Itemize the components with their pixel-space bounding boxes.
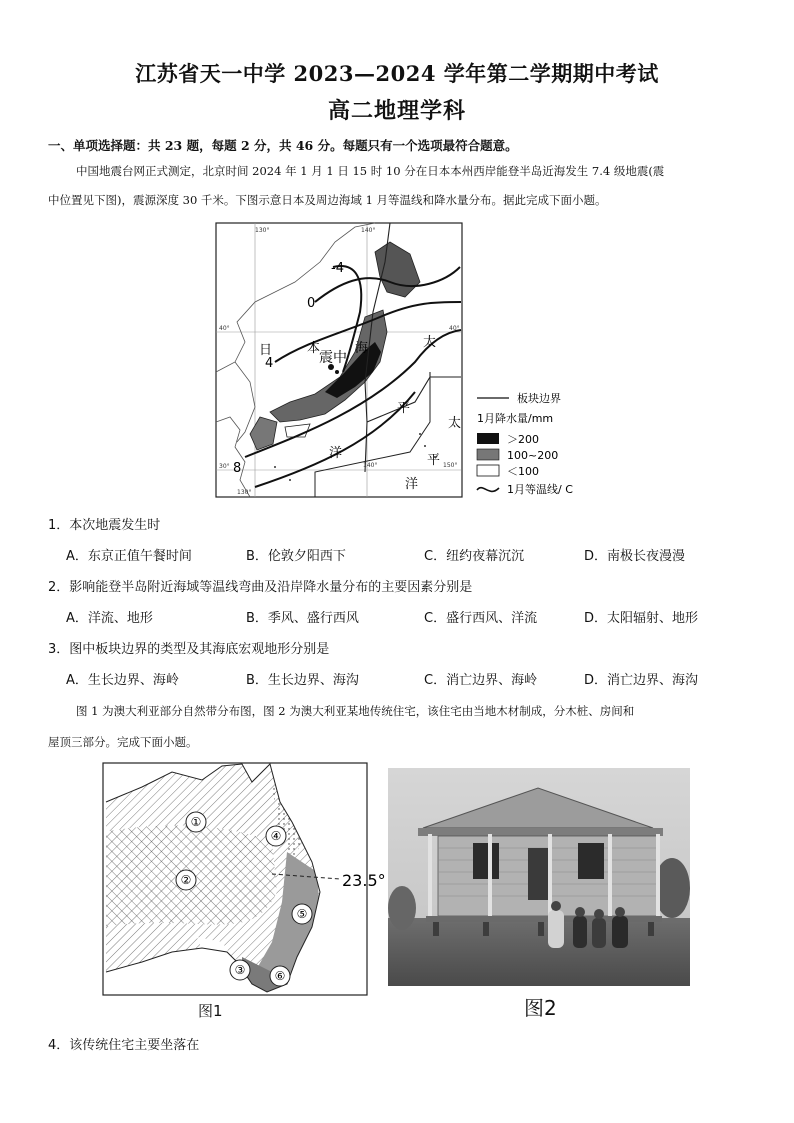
question-1-stem: 1．本次地震发生时: [48, 518, 161, 533]
legend-swatch-mid: [477, 449, 499, 460]
legend-swatch-lt100: [477, 465, 499, 476]
zone-5-label: ⑤: [296, 907, 308, 921]
legend-mid-label: 100~200: [507, 449, 559, 462]
tropic-label: 23.5°: [342, 871, 386, 890]
legend-gt200-label: ＞200: [507, 433, 539, 446]
lon-label: 130°: [237, 489, 252, 496]
legend-swatch-gt200: [477, 433, 499, 444]
subject-title: 高二地理学科: [327, 98, 466, 124]
passage2-line2: 屋顶三部分。完成下面小题。: [48, 735, 198, 749]
question-1-option-d[interactable]: D．南极长夜漫漫: [584, 549, 686, 564]
place-label: 平: [427, 453, 441, 468]
question-3-stem: 3．图中板块边界的类型及其海底宏观地形分别是: [48, 642, 330, 657]
isotherm-label: 4: [265, 356, 274, 371]
question-3-option-b[interactable]: B．生长边界、海沟: [246, 673, 359, 688]
question-1-option-b[interactable]: B．伦敦夕阳西下: [246, 549, 346, 564]
passage2-line1: 图 1 为澳大利亚部分自然带分布图，图 2 为澳大利亚某地传统住宅，该住宅由当地木材制成，分木桩、房间和: [76, 704, 635, 718]
question-2-stem: 2．影响能登半岛附近海域等温线弯曲及沿岸降水量分布的主要因素分别是: [48, 580, 473, 595]
place-label: 海: [355, 341, 369, 356]
place-label: 洋: [405, 477, 419, 492]
legend-isotherm-label: 1月等温线/ C: [507, 483, 573, 496]
zone-1-label: ①: [190, 815, 202, 829]
isotherm-label: 8: [233, 461, 242, 476]
place-label: 平: [397, 401, 411, 416]
australia-zones-map: [102, 762, 392, 998]
house-door: [528, 848, 550, 900]
australia-zones-figure: [102, 762, 392, 998]
legend-isotherm-symbol: [477, 488, 499, 492]
passage1-line2: 中位置见下图)，震源深度 30 千米。下图示意日本及周边海域 1 月等温线和降水量分布。据此完成下面小题。: [48, 193, 607, 207]
lon-label: 140°: [363, 462, 378, 469]
house-window: [473, 843, 499, 879]
place-label: 太: [423, 335, 437, 350]
japan-map-figure: [215, 222, 585, 500]
lat-label: 40°: [449, 325, 460, 332]
fig2-caption: 图2: [524, 996, 557, 1020]
question-2-option-c[interactable]: C．盛行西风、洋流: [424, 611, 538, 626]
zone-3-label: ③: [234, 963, 246, 977]
question-2-option-d[interactable]: D．太阳辐射、地形: [584, 611, 699, 626]
lon-label: 140°: [361, 227, 376, 234]
lat-label: 30°: [219, 463, 230, 470]
zone-6-label: ⑥: [274, 969, 286, 983]
legend-plate-boundary-label: 板块边界: [517, 392, 561, 405]
zone-4-label: ④: [270, 829, 282, 843]
legend-lt100-label: ＜100: [507, 465, 539, 478]
section-heading: 一、单项选择题：共 23 题，每题 2 分，共 46 分。每题只有一个选项最符合题意。: [48, 138, 518, 153]
place-label: 本: [307, 341, 321, 356]
house-photo-figure: [388, 768, 690, 986]
question-3-option-a[interactable]: A．生长边界、海岭: [66, 673, 179, 688]
question-2-option-b[interactable]: B．季风、盛行西风: [246, 611, 359, 626]
isotherm-label: -4: [331, 261, 344, 276]
epicentre-label: 震中: [319, 350, 347, 366]
question-1-option-c[interactable]: C．纽约夜幕沉沉: [424, 549, 525, 564]
lat-label: 40°: [219, 325, 230, 332]
house-photo: [388, 768, 690, 986]
japan-map: [215, 222, 585, 500]
place-label: 太: [448, 416, 462, 431]
exam-title: 江苏省天一中学 2023—2024 学年第二学期期中考试: [135, 61, 659, 86]
isotherm-label: 0: [307, 296, 316, 311]
question-3-option-c[interactable]: C．消亡边界、海岭: [424, 673, 538, 688]
question-2-option-a[interactable]: A．洋流、地形: [66, 611, 153, 626]
passage1-line1: 中国地震台网正式测定，北京时间 2024 年 1 月 1 日 15 时 10 分在日本本州西岸能登半岛近海发生 7.4 级地震(震: [76, 164, 665, 178]
lon-label: 130°: [255, 227, 270, 234]
question-1-option-a[interactable]: A．东京正值午餐时间: [66, 549, 192, 564]
house-window: [578, 843, 604, 879]
lon-label: 150°: [443, 462, 458, 469]
question-3-option-d[interactable]: D．消亡边界、海沟: [584, 673, 699, 688]
legend-precip-title: 1月降水量/mm: [477, 412, 554, 425]
question-4-stem: 4．该传统住宅主要坐落在: [48, 1038, 200, 1053]
place-label: 日: [259, 343, 273, 358]
fig1-caption: 图1: [198, 1002, 223, 1020]
place-label: 洋: [329, 446, 343, 461]
zone-2-label: ②: [180, 873, 192, 887]
